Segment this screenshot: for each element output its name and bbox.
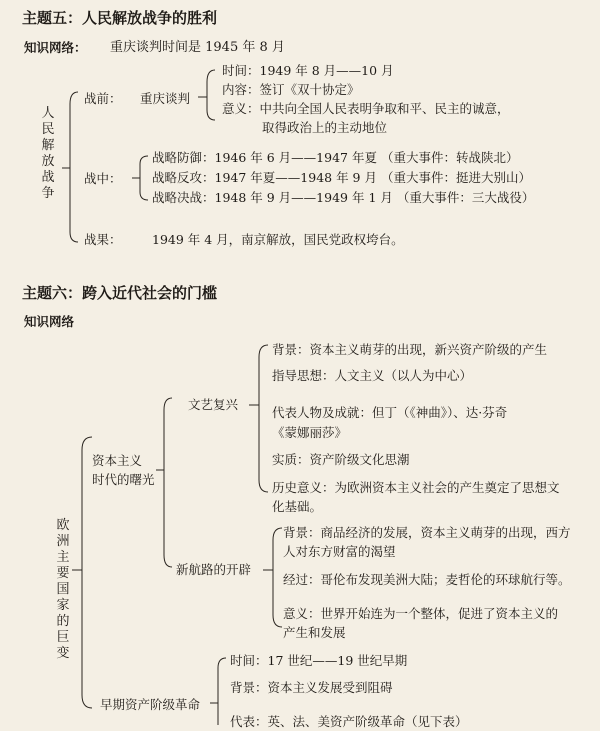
strategy-counter: 战略反攻：1947 年夏——1948 年 9 月 （重大事件：挺进大别山）	[152, 170, 531, 185]
theme6-main-label: 欧洲主要国家的巨变	[56, 518, 70, 661]
chongqing-meaning-1: 意义：中共向全国人民表明争取和平、民主的诚意，	[222, 101, 510, 116]
renaissance-background: 背景：资本主义萌芽的出现，新兴资产阶级的产生	[272, 342, 548, 357]
renaissance-significance-1: 历史意义：为欧洲资本主义社会的产生奠定了思想文	[272, 480, 560, 495]
theme6-title: 主题六：跨入近代社会的门槛	[22, 284, 218, 302]
chongqing-meaning-2: 取得政治上的主动地位	[262, 120, 388, 135]
renaissance-figures-1: 代表人物及成就：但丁（《神曲》）、达·芬奇	[272, 405, 508, 420]
routes-meaning-2: 产生和发展	[283, 625, 346, 640]
renaissance-figures-2: 《蒙娜丽莎》	[272, 425, 348, 440]
chongqing-event: 重庆谈判	[140, 91, 191, 106]
result-text: 1949 年 4 月，南京解放，国民党政权垮台。	[152, 232, 404, 247]
routes-process: 经过：哥伦布发现美洲大陆；麦哲伦的环球航行等。	[283, 572, 571, 587]
revolution-representatives: 代表：英、法、美资产阶级革命（见下表）	[230, 714, 468, 729]
theme5-network-label: 知识网络：	[24, 40, 87, 55]
strategy-decisive: 战略决战：1948 年 9 月——1949 年 1 月 （重大事件：三大战役）	[152, 190, 535, 205]
before-label: 战前：	[84, 91, 122, 106]
strategy-defense: 战略防御：1946 年 6 月——1947 年夏 （重大事件：转战陕北）	[152, 150, 519, 165]
revolution-time: 时间：17 世纪——19 世纪早期	[230, 653, 408, 668]
routes-background-2: 人对东方财富的渴望	[283, 544, 396, 559]
theme5-network-note	[110, 40, 285, 56]
theme5-network-note-text: 重庆谈判时间是 1945 年 8 月	[110, 40, 285, 55]
renaissance-label: 文艺复兴	[188, 397, 239, 412]
theme5-main-label: 人民解放战争	[41, 106, 55, 201]
chongqing-time: 时间：1949 年 8 月——10 月	[222, 63, 394, 78]
theme5-title: 主题五：人民解放战争的胜利	[22, 9, 218, 27]
dawn-label-2: 时代的曙光	[92, 472, 155, 487]
renaissance-ideology: 指导思想：人文主义（以人为中心）	[272, 368, 473, 383]
routes-label: 新航路的开辟	[176, 562, 252, 577]
revolution-label: 早期资产阶级革命	[100, 697, 201, 712]
chongqing-content: 内容：签订《双十协定》	[222, 82, 360, 97]
middle-label: 战中：	[84, 171, 122, 186]
dawn-label-1: 资本主义	[92, 453, 143, 468]
renaissance-significance-2: 化基础。	[272, 499, 323, 514]
theme6-network-label: 知识网络	[24, 314, 75, 329]
routes-background-1: 背景：商品经济的发展，资本主义萌芽的出现，西方	[283, 525, 571, 540]
renaissance-essence: 实质：资产阶级文化思潮	[272, 452, 410, 467]
result-label: 战果：	[84, 232, 122, 247]
revolution-background: 背景：资本主义发展受到阻碍	[230, 680, 393, 695]
routes-meaning-1: 意义：世界开始连为一个整体，促进了资本主义的	[283, 606, 559, 621]
